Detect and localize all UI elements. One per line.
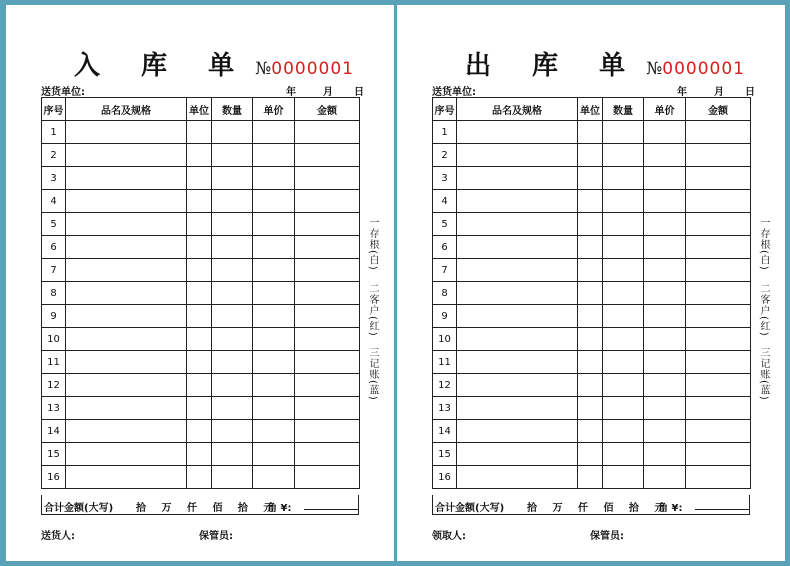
table-cell[interactable] [187, 213, 212, 236]
table-cell[interactable] [578, 167, 603, 190]
table-cell[interactable] [66, 259, 187, 282]
table-row [42, 397, 360, 420]
table-row [433, 328, 751, 351]
table-cell[interactable] [212, 259, 253, 282]
total-amount-row [41, 495, 359, 515]
table-row [42, 374, 360, 397]
table-row [42, 190, 360, 213]
row-index: 13 [42, 397, 66, 420]
table-cell[interactable] [578, 144, 603, 167]
table-cell[interactable] [603, 259, 644, 282]
row-index: 6 [42, 236, 66, 259]
table-row [42, 236, 360, 259]
column-header: 金额 [686, 98, 751, 121]
total-amount-row [432, 495, 750, 515]
table-cell[interactable] [295, 144, 360, 167]
table-cell[interactable] [187, 144, 212, 167]
column-header: 品名及规格 [457, 98, 578, 121]
year-label: 年 [677, 87, 687, 98]
delivery-unit-label: 送货单位: [41, 87, 85, 98]
table-cell[interactable] [578, 190, 603, 213]
table-cell[interactable] [686, 374, 751, 397]
table-row [433, 190, 751, 213]
table-cell[interactable] [187, 190, 212, 213]
table-cell[interactable] [578, 282, 603, 305]
table-cell[interactable] [187, 305, 212, 328]
inbound-form-sheet [6, 5, 394, 561]
table-cell[interactable] [295, 351, 360, 374]
table-row [433, 259, 751, 282]
table-cell[interactable] [644, 167, 686, 190]
table-cell[interactable] [578, 351, 603, 374]
table-cell[interactable] [603, 443, 644, 466]
table-cell[interactable] [187, 259, 212, 282]
form-title: 出 库 单 [464, 51, 642, 81]
table-row [433, 144, 751, 167]
table-cell[interactable] [603, 213, 644, 236]
form-title-block [397, 45, 785, 82]
table-cell[interactable] [457, 466, 578, 489]
deliverer-label: 领取人: [432, 531, 466, 542]
column-header: 序号 [433, 98, 457, 121]
table-cell[interactable] [187, 466, 212, 489]
table-cell[interactable] [603, 190, 644, 213]
table-cell[interactable] [253, 397, 295, 420]
table-cell[interactable] [187, 397, 212, 420]
table-row [433, 397, 751, 420]
number-symbol: № [646, 59, 663, 79]
table-cell[interactable] [457, 328, 578, 351]
table-cell[interactable] [644, 190, 686, 213]
form-title-block [6, 45, 394, 82]
table-cell[interactable] [253, 236, 295, 259]
table-cell[interactable] [686, 236, 751, 259]
table-cell[interactable] [66, 351, 187, 374]
row-index: 15 [433, 443, 457, 466]
table-cell[interactable] [295, 397, 360, 420]
column-header: 品名及规格 [66, 98, 187, 121]
table-cell[interactable] [578, 121, 603, 144]
column-header: 数量 [212, 98, 253, 121]
table-cell[interactable] [212, 282, 253, 305]
table-cell[interactable] [686, 351, 751, 374]
table-cell[interactable] [578, 466, 603, 489]
table-cell[interactable] [212, 374, 253, 397]
table-cell[interactable] [253, 259, 295, 282]
table-cell[interactable] [603, 121, 644, 144]
row-index: 11 [42, 351, 66, 374]
table-cell[interactable] [457, 420, 578, 443]
table-cell[interactable] [457, 443, 578, 466]
table-cell[interactable] [457, 282, 578, 305]
row-index: 16 [433, 466, 457, 489]
table-cell[interactable] [644, 236, 686, 259]
table-cell[interactable] [295, 443, 360, 466]
table-cell[interactable] [66, 374, 187, 397]
table-row [42, 282, 360, 305]
table-cell[interactable] [66, 328, 187, 351]
row-index: 1 [433, 121, 457, 144]
number-symbol: № [255, 59, 272, 79]
table-cell[interactable] [253, 351, 295, 374]
keeper-label: 保管员: [199, 531, 233, 542]
table-cell[interactable] [644, 420, 686, 443]
column-header: 单价 [644, 98, 686, 121]
row-index: 9 [433, 305, 457, 328]
table-cell[interactable] [578, 213, 603, 236]
table-cell[interactable] [603, 351, 644, 374]
form-number: 0000001 [662, 59, 745, 79]
table-cell[interactable] [457, 121, 578, 144]
table-cell[interactable] [253, 213, 295, 236]
table-cell[interactable] [187, 282, 212, 305]
amount-underline [304, 509, 358, 510]
table-row [433, 443, 751, 466]
table-cell[interactable] [187, 443, 212, 466]
row-index: 9 [42, 305, 66, 328]
table-cell[interactable] [66, 236, 187, 259]
column-header: 序号 [42, 98, 66, 121]
table-cell[interactable] [295, 213, 360, 236]
table-row [42, 466, 360, 489]
table-cell[interactable] [686, 259, 751, 282]
table-cell[interactable] [603, 282, 644, 305]
table-cell[interactable] [253, 190, 295, 213]
table-cell[interactable] [644, 213, 686, 236]
row-index: 5 [433, 213, 457, 236]
row-index: 4 [42, 190, 66, 213]
table-cell[interactable] [457, 213, 578, 236]
table-cell[interactable] [578, 374, 603, 397]
table-cell[interactable] [578, 328, 603, 351]
table-cell[interactable] [253, 144, 295, 167]
jiao-yuan-label: 角 ¥: [267, 503, 292, 514]
table-cell[interactable] [212, 144, 253, 167]
row-index: 8 [433, 282, 457, 305]
table-cell[interactable] [603, 144, 644, 167]
table-cell[interactable] [644, 259, 686, 282]
table-cell[interactable] [644, 351, 686, 374]
table-cell[interactable] [295, 121, 360, 144]
table-cell[interactable] [644, 144, 686, 167]
table-cell[interactable] [686, 190, 751, 213]
table-row [433, 420, 751, 443]
table-row [42, 443, 360, 466]
table-row [433, 167, 751, 190]
table-row [42, 305, 360, 328]
table-cell[interactable] [686, 466, 751, 489]
table-cell[interactable] [578, 420, 603, 443]
column-header: 金额 [295, 98, 360, 121]
table-cell[interactable] [644, 328, 686, 351]
table-cell[interactable] [578, 397, 603, 420]
table-cell[interactable] [253, 121, 295, 144]
table-cell[interactable] [212, 466, 253, 489]
table-cell[interactable] [457, 397, 578, 420]
form-number: 0000001 [271, 59, 354, 79]
row-index: 7 [42, 259, 66, 282]
day-label: 日 [745, 87, 755, 98]
table-cell[interactable] [253, 305, 295, 328]
table-cell[interactable] [578, 236, 603, 259]
table-row [433, 213, 751, 236]
side-note-customer: 二客户(红) [367, 283, 378, 337]
row-index: 4 [433, 190, 457, 213]
row-index: 10 [433, 328, 457, 351]
month-label: 月 [714, 87, 724, 98]
table-cell[interactable] [603, 374, 644, 397]
table-row [42, 144, 360, 167]
table-cell[interactable] [603, 167, 644, 190]
table-cell[interactable] [212, 351, 253, 374]
row-index: 13 [433, 397, 457, 420]
row-index: 14 [433, 420, 457, 443]
table-cell[interactable] [457, 351, 578, 374]
table-cell[interactable] [187, 351, 212, 374]
table-cell[interactable] [457, 374, 578, 397]
table-cell[interactable] [212, 213, 253, 236]
side-note-stub: 一存根(白) [367, 217, 378, 271]
table-cell[interactable] [578, 259, 603, 282]
table-cell[interactable] [457, 190, 578, 213]
table-cell[interactable] [603, 305, 644, 328]
table-row [433, 121, 751, 144]
table-cell[interactable] [686, 144, 751, 167]
side-note-stub: 一存根(白) [758, 217, 769, 271]
table-cell[interactable] [686, 121, 751, 144]
total-amount-units: 拾 万 仟 佰 拾 元 [136, 503, 274, 514]
table-cell[interactable] [644, 466, 686, 489]
row-index: 3 [42, 167, 66, 190]
table-cell[interactable] [295, 466, 360, 489]
items-table [432, 97, 751, 489]
table-cell[interactable] [66, 213, 187, 236]
day-label: 日 [354, 87, 364, 98]
side-note-accounting: 三记账(蓝) [367, 347, 378, 401]
row-index: 12 [433, 374, 457, 397]
table-cell[interactable] [644, 305, 686, 328]
table-cell[interactable] [686, 213, 751, 236]
table-cell[interactable] [603, 397, 644, 420]
table-cell[interactable] [66, 397, 187, 420]
total-amount-label: 合计金额(大写) [44, 503, 114, 514]
table-row [42, 121, 360, 144]
form-title: 入 库 单 [73, 51, 251, 81]
total-amount-label: 合计金额(大写) [435, 503, 505, 514]
table-cell[interactable] [66, 443, 187, 466]
table-cell[interactable] [66, 466, 187, 489]
table-cell[interactable] [603, 420, 644, 443]
table-cell[interactable] [187, 236, 212, 259]
row-index: 6 [433, 236, 457, 259]
table-header-row [42, 98, 360, 121]
table-cell[interactable] [253, 466, 295, 489]
row-index: 2 [433, 144, 457, 167]
table-cell[interactable] [457, 144, 578, 167]
table-cell[interactable] [295, 190, 360, 213]
table-cell[interactable] [253, 443, 295, 466]
table-cell[interactable] [212, 328, 253, 351]
delivery-unit-label: 送货单位: [432, 87, 476, 98]
table-cell[interactable] [212, 167, 253, 190]
table-cell[interactable] [686, 420, 751, 443]
table-cell[interactable] [212, 236, 253, 259]
table-cell[interactable] [644, 121, 686, 144]
row-index: 5 [42, 213, 66, 236]
table-header-row [433, 98, 751, 121]
table-cell[interactable] [253, 167, 295, 190]
table-cell[interactable] [644, 374, 686, 397]
table-cell[interactable] [644, 397, 686, 420]
column-header: 数量 [603, 98, 644, 121]
table-cell[interactable] [66, 121, 187, 144]
amount-underline [695, 509, 749, 510]
table-cell[interactable] [212, 305, 253, 328]
table-cell[interactable] [295, 420, 360, 443]
table-cell[interactable] [457, 305, 578, 328]
table-row [42, 213, 360, 236]
table-row [433, 351, 751, 374]
table-row [433, 374, 751, 397]
table-cell[interactable] [457, 259, 578, 282]
table-cell[interactable] [295, 374, 360, 397]
row-index: 2 [42, 144, 66, 167]
table-cell[interactable] [187, 167, 212, 190]
table-cell[interactable] [212, 397, 253, 420]
table-cell[interactable] [187, 374, 212, 397]
row-index: 12 [42, 374, 66, 397]
side-note-accounting: 三记账(蓝) [758, 347, 769, 401]
jiao-yuan-label: 角 ¥: [658, 503, 683, 514]
table-cell[interactable] [686, 443, 751, 466]
table-cell[interactable] [295, 305, 360, 328]
table-cell[interactable] [187, 328, 212, 351]
total-amount-units: 拾 万 仟 佰 拾 元 [527, 503, 665, 514]
table-cell[interactable] [457, 167, 578, 190]
table-row [433, 236, 751, 259]
month-label: 月 [323, 87, 333, 98]
table-cell[interactable] [295, 328, 360, 351]
table-cell[interactable] [187, 420, 212, 443]
table-cell[interactable] [253, 282, 295, 305]
table-row [42, 167, 360, 190]
table-cell[interactable] [295, 167, 360, 190]
column-header: 单位 [578, 98, 603, 121]
row-index: 11 [433, 351, 457, 374]
column-header: 单价 [253, 98, 295, 121]
deliverer-label: 送货人: [41, 531, 75, 542]
outbound-form-sheet [397, 5, 785, 561]
table-cell[interactable] [66, 420, 187, 443]
table-cell[interactable] [686, 397, 751, 420]
table-row [42, 328, 360, 351]
table-cell[interactable] [212, 443, 253, 466]
table-cell[interactable] [457, 236, 578, 259]
table-cell[interactable] [644, 282, 686, 305]
column-header: 单位 [187, 98, 212, 121]
keeper-label: 保管员: [590, 531, 624, 542]
table-cell[interactable] [295, 259, 360, 282]
table-cell[interactable] [66, 144, 187, 167]
table-cell[interactable] [66, 305, 187, 328]
row-index: 15 [42, 443, 66, 466]
table-cell[interactable] [212, 190, 253, 213]
table-cell[interactable] [66, 167, 187, 190]
table-cell[interactable] [295, 282, 360, 305]
table-row [433, 282, 751, 305]
side-note-customer: 二客户(红) [758, 283, 769, 337]
table-cell[interactable] [295, 236, 360, 259]
table-cell[interactable] [603, 328, 644, 351]
table-row [42, 351, 360, 374]
table-row [433, 305, 751, 328]
row-index: 16 [42, 466, 66, 489]
table-cell[interactable] [644, 443, 686, 466]
table-cell[interactable] [686, 282, 751, 305]
table-cell[interactable] [253, 328, 295, 351]
table-cell[interactable] [686, 328, 751, 351]
table-cell[interactable] [212, 121, 253, 144]
table-cell[interactable] [578, 305, 603, 328]
table-cell[interactable] [253, 420, 295, 443]
row-index: 10 [42, 328, 66, 351]
table-row [42, 420, 360, 443]
row-index: 3 [433, 167, 457, 190]
year-label: 年 [286, 87, 296, 98]
table-cell[interactable] [686, 167, 751, 190]
table-cell[interactable] [603, 466, 644, 489]
row-index: 1 [42, 121, 66, 144]
row-index: 7 [433, 259, 457, 282]
table-cell[interactable] [187, 121, 212, 144]
row-index: 8 [42, 282, 66, 305]
items-table [41, 97, 360, 489]
table-cell[interactable] [66, 190, 187, 213]
table-cell[interactable] [66, 282, 187, 305]
row-index: 14 [42, 420, 66, 443]
table-row [433, 466, 751, 489]
table-cell[interactable] [212, 420, 253, 443]
table-cell[interactable] [253, 374, 295, 397]
table-cell[interactable] [686, 305, 751, 328]
table-row [42, 259, 360, 282]
table-cell[interactable] [578, 443, 603, 466]
table-cell[interactable] [603, 236, 644, 259]
